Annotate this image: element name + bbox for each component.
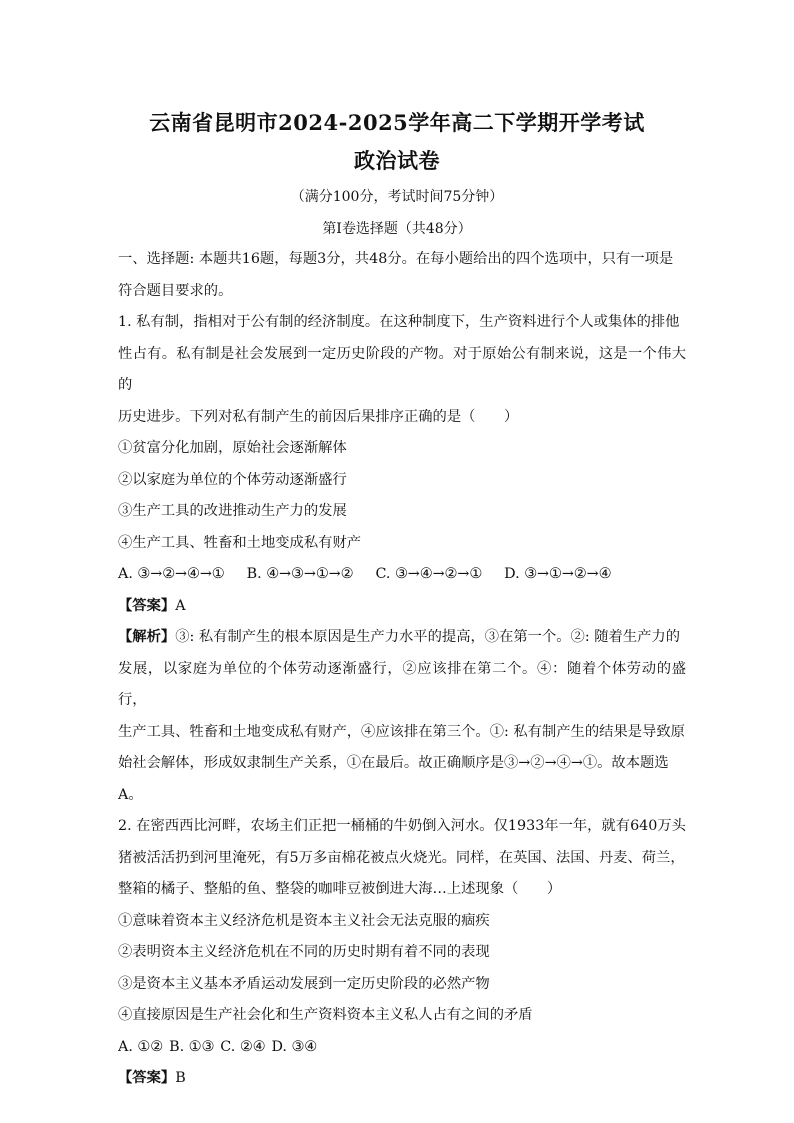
q1-analysis-text-1: ③: 私有制产生的根本原因是生产力水平的提高，③在第一个。②: 随着生产力的 [175, 629, 681, 645]
q1-options [118, 559, 686, 591]
q1-option-b: B. ④→③→①→② [246, 566, 354, 582]
exam-subject-title: 政治试卷 [354, 148, 440, 173]
q2-answer-value: B [175, 1070, 186, 1086]
q1-analysis-tag: 【解析】 [118, 629, 176, 645]
q1-stem-line-1: 1. 私有制，指相对于公有制的经济制度。在这种制度下，生产资料进行个人或集体的排他 [118, 314, 680, 330]
exam-body [118, 244, 686, 1095]
q2-stem-line-3: 整箱的橘子、整船的鱼、整袋的咖啡豆被倒进大海…上述现象（ ） [118, 881, 562, 897]
q1-analysis-line-4: 始社会解体，形成奴隶制生产关系，①在最后。故正确顺序是③→②→④→①。故本题选 [118, 755, 669, 771]
q2-option-b: B. ①③ [169, 1038, 215, 1055]
q1-option-d: D. ③→①→②→④ [504, 566, 612, 582]
q1-stem-line-3: 历史进步。下列对私有制产生的前因后果排序正确的是（ ） [118, 408, 519, 425]
q1-stem-line-2: 性占有。私有制是社会发展到一定历史阶段的产物。对于原始公有制来说，这是一个伟大的 [118, 345, 686, 393]
q2-option-a: A. ①② [118, 1038, 164, 1055]
q1-analysis-line-5: A。 [118, 786, 143, 803]
q1-answer-tag: 【答案】 [118, 597, 176, 614]
q1-item-1: ①贫富分化加剧，原始社会逐渐解体 [118, 440, 347, 456]
q2-stem-line-2: 猪被活活扔到河里淹死，有5万多亩棉花被点火烧光。同样，在英国、法国、丹麦、荷兰， [118, 849, 685, 866]
exam-title: 云南省昆明市2024-2025学年高二下学期开学考试 [149, 110, 645, 135]
instructions-line-2: 符合题目要求的。 [118, 282, 233, 299]
q1-item-4: ④生产工具、牲畜和土地变成私有财产 [118, 534, 362, 551]
q1-analysis-line-1 [118, 622, 686, 654]
q1-answer [118, 591, 686, 623]
q1-option-c: C. ③→④→②→① [375, 566, 483, 582]
q2-item-1: ①意味着资本主义经济危机是资本主义社会无法克服的痼疾 [118, 912, 490, 929]
q2-option-d: D. ③④ [271, 1038, 318, 1055]
q2-stem-line-1: 2. 在密西西比河畔，农场主们正把一桶桶的牛奶倒入河水。仅1933年一年，就有640万头 [118, 818, 686, 834]
q1-analysis-line-2: 发展，以家庭为单位的个体劳动逐渐盛行，②应该排在第二个。④：随着个体劳动的盛行， [118, 660, 686, 708]
q2-answer-tag: 【答案】 [118, 1070, 176, 1086]
q2-option-c: C. ②④ [220, 1038, 266, 1055]
q1-option-a: A. ③→②→④→① [118, 566, 225, 582]
q2-item-4: ④直接原因是生产社会化和生产资料资本主义私人占有之间的矛盾 [118, 1007, 533, 1023]
q1-item-3: ③生产工具的改进推动生产力的发展 [118, 503, 347, 519]
q2-options [118, 1032, 686, 1064]
q1-analysis-line-3: 生产工具、牲畜和土地变成私有财产，④应该排在第三个。①: 私有制产生的结果是导致原 [118, 723, 685, 740]
exam-info: （满分100分，考试时间75分钟） [290, 189, 504, 205]
instructions-line-1: 一、选择题: 本题共16题，每题3分，共48分。在每小题给出的四个选项中，只有一项是 [118, 251, 674, 267]
q2-answer [118, 1063, 686, 1095]
q2-item-2: ②表明资本主义经济危机在不同的历史时期有着不同的表现 [118, 944, 490, 960]
section-title: 第Ⅰ卷选择题（共48分） [322, 221, 472, 237]
q1-item-2: ②以家庭为单位的个体劳动逐渐盛行 [118, 471, 347, 488]
q2-item-3: ③是资本主义基本矛盾运动发展到一定历史阶段的必然产物 [118, 975, 490, 992]
q1-answer-value: A [175, 597, 186, 614]
